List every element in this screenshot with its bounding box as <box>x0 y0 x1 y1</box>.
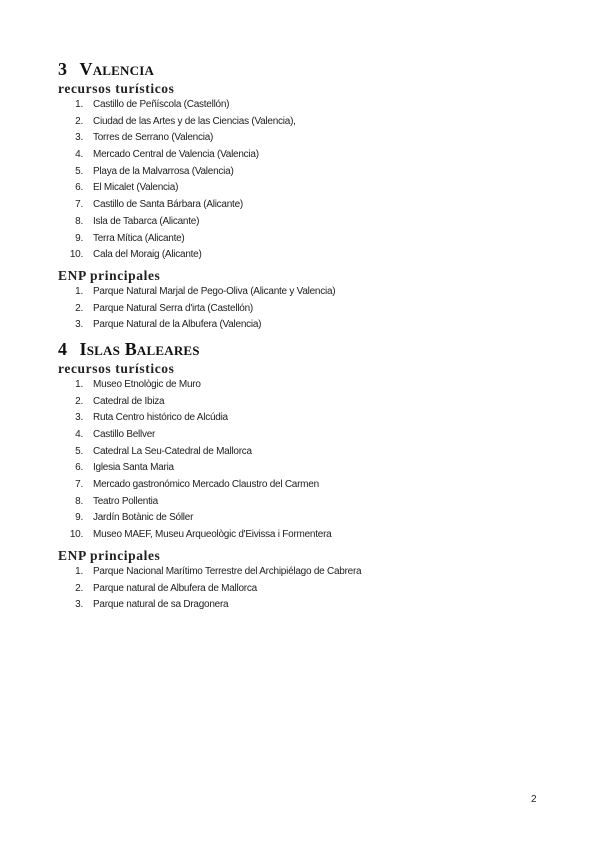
list-item: 8. Teatro Pollentia <box>75 495 158 507</box>
list-item: 8. Isla de Tabarca (Alicante) <box>75 215 200 227</box>
enp-heading-baleares: ENP principales <box>58 547 161 563</box>
list-item: 1. Museo Etnològic de Muro <box>75 378 201 390</box>
enp-list-baleares <box>58 564 558 614</box>
list-item: 1. Castillo de Peñíscola (Castellón) <box>75 99 230 110</box>
list-item: 4. Mercado Central de Valencia (Valencia) <box>75 149 259 161</box>
list-item: 2. Parque natural de Albufera de Mallorca <box>75 582 257 594</box>
section-name: Valencia <box>79 59 155 79</box>
section-title-baleares <box>58 338 558 360</box>
section-name: Islas Baleares <box>79 338 200 359</box>
list-item: 2. Ciudad de las Artes y de las Ciencias (Valencia), <box>75 115 296 127</box>
list-item: 7. Mercado gastronómico Mercado Claustro del Carmen <box>75 479 319 491</box>
list-item: 6. Iglesia Santa Maria <box>75 462 174 474</box>
list-item: 2. Parque Natural Serra d'irta (Castellón) <box>75 302 254 314</box>
list-item: 3. Parque Natural de la Albufera (Valencia) <box>75 319 262 331</box>
list-item: 10. Museo MAEF, Museu Arqueològic d'Eivissa i Formentera <box>69 529 332 541</box>
list-item: 1. Parque Nacional Marítimo Terrestre del Archipiélago de Cabrera <box>75 565 362 577</box>
page-number: 2 <box>531 794 537 805</box>
list-item: 5. Playa de la Malvarrosa (Valencia) <box>75 165 234 177</box>
section-title-valencia <box>58 58 558 80</box>
resources-heading-baleares: recursos turísticos <box>58 360 175 376</box>
resources-heading-valencia: recursos turísticos <box>58 81 175 96</box>
list-item: 3. Torres de Serrano (Valencia) <box>75 132 214 144</box>
enp-list-valencia <box>58 284 558 334</box>
resources-list-valencia <box>58 97 558 264</box>
list-item: 3. Parque natural de sa Dragonera <box>75 599 229 611</box>
list-item: 2. Catedral de Ibiza <box>75 395 165 407</box>
list-item: 3. Ruta Centro histórico de Alcúdia <box>75 412 228 424</box>
list-item: 9. Jardín Botànic de Sóller <box>75 512 194 524</box>
list-item: 9. Terra Mítica (Alicante) <box>75 232 185 244</box>
section-number: 4 <box>58 338 67 359</box>
list-item: 10. Cala del Moraig (Alicante) <box>69 249 202 261</box>
list-item: 5. Catedral La Seu-Catedral de Mallorca <box>75 445 252 457</box>
resources-list-baleares <box>58 377 558 544</box>
list-item: 6. El Micalet (Valencia) <box>75 182 179 194</box>
list-item: 4. Castillo Bellver <box>75 429 156 440</box>
list-item: 1. Parque Natural Marjal de Pego-Oliva (Alicante y Valencia) <box>75 285 336 297</box>
list-item: 7. Castillo de Santa Bárbara (Alicante) <box>75 199 243 211</box>
section-number: 3 <box>58 59 67 79</box>
enp-heading-valencia: ENP principales <box>58 267 161 283</box>
page-content <box>58 58 558 616</box>
